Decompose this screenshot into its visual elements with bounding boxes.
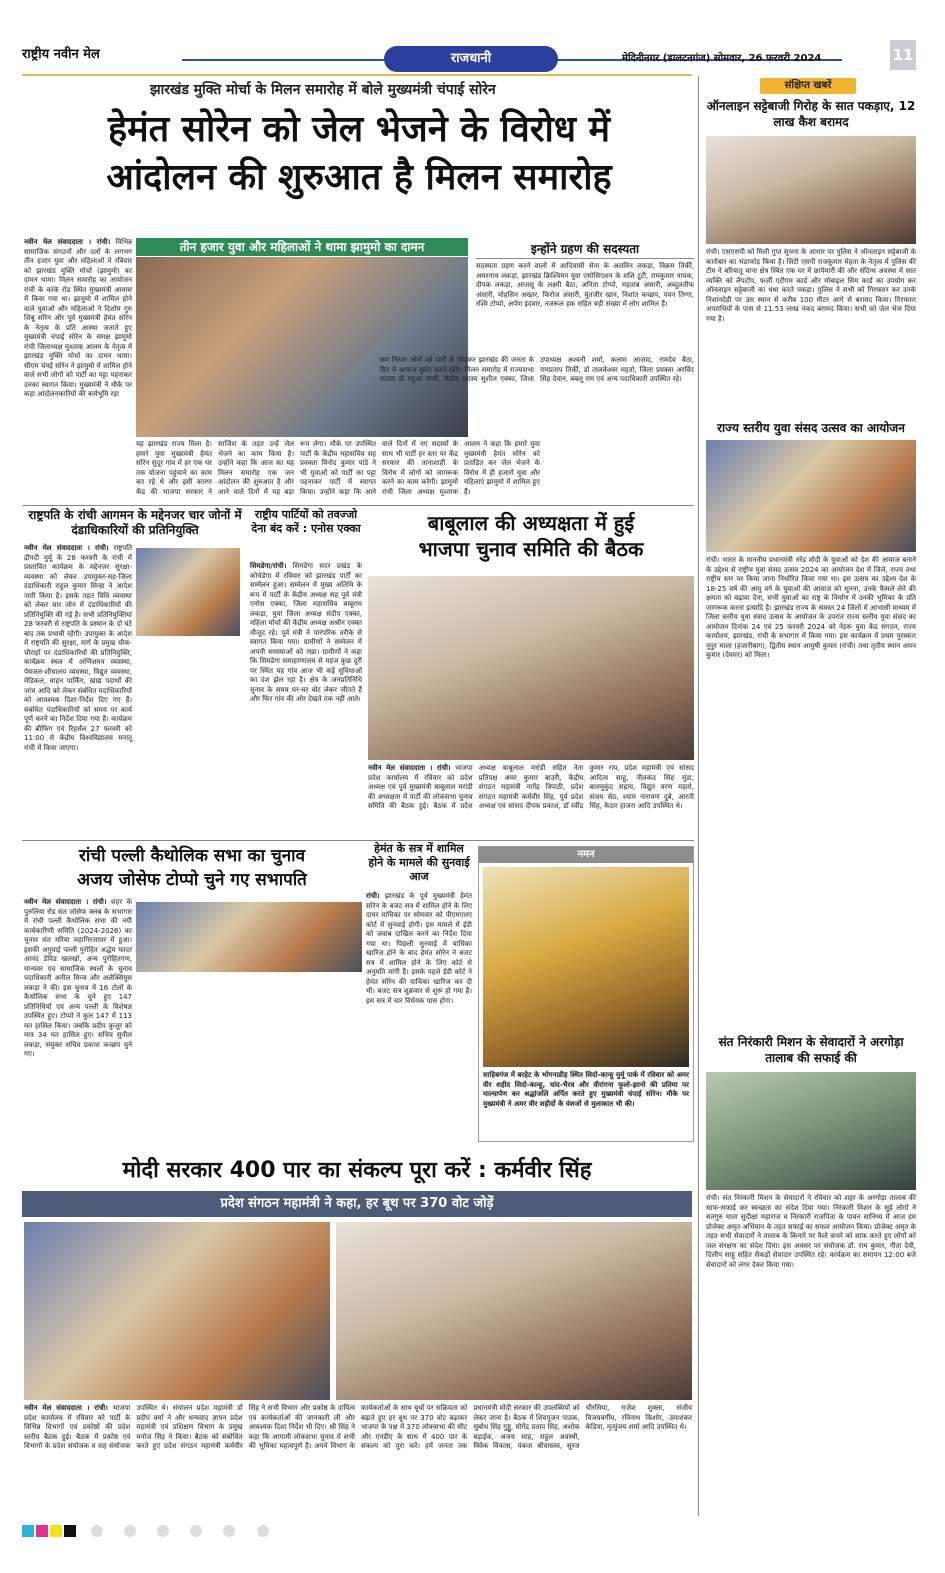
lead-side-list: सदस्यता ग्रहण करने वालों में आदिवासी सेना के अलविन लकड़ा, विक्रम तिर्की, अमरनाथ लकड़ा, झारखंड क्रिश्चियन युवा एसोसिएशन के शशि टूटी, रामकुमार नायक, दीपक लकड़ा, आजसू के लक्ष्मी बैठा, अनिता टोप्पो, महताब अंसारी, अब्दुलतीफ अंसारी, मोहसिन अख्तर, फिरोज अंसारी, मुंतजीर खान, निशांत कच्छप, पवन तिग्गा, रश्मि टोप्पो, अर्पण इंदवार, नजरूल हक सहित बड़ी संख्या में लोग शामिल हैं। [476,262,694,308]
catholic-photo [136,902,362,972]
registration-mark [257,1525,269,1537]
modi-dateline: नवीन मेल संवाददाता । रांची। [24,1404,108,1412]
catholic-headline [24,844,360,892]
modi-headline: मोदी सरकार 400 पार का संकल्प पूरा करें : कर्मवीर सिंह [122,1158,592,1183]
nos-body [250,562,362,836]
naman-label: नमन [479,847,693,863]
nos-dateline: सिमडेगा/रांची। [250,562,287,570]
black-swatch [64,1525,76,1537]
registration-mark [190,1525,202,1537]
court-dateline: रांची। [366,892,380,900]
nos-headline: राष्ट्रीय पार्टियों को तवज्जो देना बंद करें : एनोस एक्का [251,508,361,535]
cyan-swatch [22,1525,34,1537]
paper-name: राष्ट्रीय नवीन मेल [22,47,100,62]
babulal-headline [368,510,694,562]
section-label: राजधानी [384,46,558,72]
catholic-dateline: नवीन मेल संवाददाता । रांची। [24,898,107,906]
lead-col4: सम निरंतर लोगों को पार्टी से जोड़कर झारखंड की जनता के हित में आवाज बुलंद करते रहेंगे। मिलन समारोह में राज्यसभा सदस्य डॉ महुआ माजी, केंद्रीय सदस्य सुशील एक्का, जिला उपाध्यक्ष अश्वनी शर्मा, कलाम आजाद, रामदेव बैठा, रामप्रताप तिर्की, डॉ तालकेश्वर महतो, जिला प्रवक्ता अरविंद सिंह देवान, बबलू राम एवं अन्य पदाधिकारी उपस्थित रहे। [380,356,694,383]
date-line: मेदिनीनगर (डालटनगंज) सोमवार, 26 फरवरी 2024 [622,53,822,64]
lead-headline [24,106,694,202]
lead-col1-text: विभिन्न सामाजिक संगठनों और दलों के लगभग तीन हजार युवा और महिलाओं ने रविवार को झारखंड मुक्ति मोर्चा (झामुमो) का दामन थामा। मिलन समारोह का आयोजन रांची के कांके रोड स्थित मुख्यमंत्री आवास में किया गया था। झामुमो में शामिल होने वाले युवाओं और महिलाओं ने दिशोम गुरु शिबू सोरेन और पूर्व मुख्यमंत्री हेमंत सोरेन के नेतृत्व के प्रति आस्था जताते हुए मुख्यमंत्री चंपाई सोरेन के समक्ष झामुमो रांची जिलाध्यक्ष मुश्ताक आलम के नेतृत्व में झारखंड मुक्ति मोर्चा का दामन थामा। सीएम चंपई सोरेन ने झामुमो में शामिल होने वाले सभी लोगों को पार्टी का पट्टा पहनाकर उनका स्वागत किया। मुख्यमंत्री ने मौके पर कहा आंदोलनकारियों की कर्मभूमि रहा [24,238,132,398]
president-headline: राष्ट्रपति के रांची आगमन के मद्देनजर चार जोनों में दंडाधिकारियों की प्रतिनियुक्ति [28,508,242,537]
registration-mark [223,1525,235,1537]
registration-mark [157,1525,169,1537]
catholic-text: शहर के पुरुलिया रोड संत जोसेफ क्लब के सभागार में रांची पल्ली कैथोलिक सभा की नयी कार्यकारिणी समिति (2024-2026) का चुनाव संत मरिया महागिरजाघर में हुआ। इसकी अगुवाई पल्ली पुरोहित अद्धेय फादर आनंद डेविड खलखो, अन्य पुरोहितगण, मान्यवर एवं सामाजिक स्थलों के चुनाव पदाधिकारी अनील मिन्ज और अलेक्सियुस लकड़ा ने की। इस चुनाव में 16 टोलों के कैथोलिक सभा के चुने हुए 147 प्रतिनिधियों एवं अन्य पल्ली के विशेषज्ञ उपस्थित हुए। टोप्पो ने कुल 147 में 113 मत हासिल किया। जबकि प्रदीप कुजूर को मात्र 34 मत हासिल हुए। सचिव सुनील लकड़ा, संयुक्त सचिव प्रकाश कच्छप चुने गए। [24,898,132,1058]
briefs-label: संक्षिप्त खबरें [760,78,856,94]
president-dateline: नवीन मेल संवाददाता । रांची। [24,544,109,552]
catholic-headline-line2: अजय जोसेफ टोप्पो चुने गए सभापति [77,870,307,890]
lead-headline-line2: आंदोलन की शुरुआत है मिलन समारोह [106,157,612,198]
nos-text: सिमडेगा सदर प्रखंड के कोचेडेगा में रविवार को झारखंड पार्टी का सम्मेलन हुआ। सम्मेलन में मुख्य अतिथि के रूप में पार्टी के केंद्रीय अध्यक्ष सह पूर्व मंत्री एनोस एक्का, जिला महासचिव बाबूराम लकड़ा, युवा जिला अध्यक्ष संदीप एक्का, महिला मोर्चा की केंद्रीय अध्यक्ष अश्रीन एक्का मौजूद रहे। पूर्व मंत्री ने पारंपरिक तरीके से स्वागत किया गया। ग्रामीणों ने सम्मेलन में अपनी समस्याओं को रखा। ग्रामीणों ने कहा कि सिमडेगा समाहरणालय से महज कुछ दूरी पर स्थित यह गांव आज भी कई सुविधाओं का दंश झेल रहा है। क्षेत्र के जनप्रतिनिधि चुनाव के समय घर-घर वोट लेकर जीतते हैं और फिर गांव की ओर देखते तक नहीं आते। [250,562,362,703]
lead-col1 [24,238,132,500]
catholic-cols [136,976,362,1144]
modi-band: प्रदेश संगठन महामंत्री ने कहा, हर बूथ पर 370 वोट जोड़ें [22,1191,692,1217]
lead-headline-line1: हेमंत सोरेन को जेल भेजने के विरोध में [107,109,611,150]
catholic-col1 [24,898,132,1144]
modi-photo-1 [24,1222,330,1400]
babulal-headline-line2: भाजपा चुनाव समिति की बैठक [418,537,644,561]
babulal-dateline: नवीन मेल संवाददाता । रांची। [368,764,451,772]
magenta-swatch [36,1525,48,1537]
president-text: राष्ट्रपति द्रौपदी मुर्मू के 28 फरवरी के रांची में प्रस्तावित कार्यक्रम के मद्देनजर सुरक्षा-व्यवस्था को लेकर उपायुक्त-सह-जिला दंडाधिकारी राहुल कुमार सिन्हा ने आदेश जारी किया है। इसके तहत विधि व्यवस्था को लेकर चार जोन में दंडाधिकारियों की प्रतिनियुक्ति की गई है। सभी प्रतिनियुक्तियां 28 फरवरी से राष्ट्रपति के प्रस्थान के दो घंटे बाद तक प्रभावी रहेंगी। उपायुक्त के आदेश में राष्ट्रपति की सुरक्षा, मार्ग के प्रमुख चौक-चौराहों पर दंडाधिकारियों की प्रतिनियुक्ति, कार्यक्रम स्थल में अग्निशमन व्यवस्था, पेयजल-शौचालय व्यवस्था, विद्युत व्यवस्था, मेडिकल, वाहन पार्किंग, खाद्य पदार्थों की जांच आदि को लेकर संबंधित पदाधिकारियों को आवश्यक दिशा-निर्देश दिए गए हैं। संबंधित पदाधिकारियों को समय पर कार्य पूर्ण करने का निर्देश दिया गया है। कार्यक्रम की ब्रीफिंग एवं रिहर्सल 27 फरवरी को 11:00 से केंद्रीय विश्वविद्यालय मनातू रांची में किया जाएगा। [24,544,132,752]
brief3-text: रांची। संत निरंकारी मिशन के सेवादारों ने रविवार को शहर के अरगोड़ा तालाब की साफ-सफाई कर स्वच्छता का संदेश दिया गया। निरंकारी मिशन के सुहे लोगों ने सतगुरु माता सुदीक्षा महाराज व निरंकारी राजपिता के पावन सानिध्य में आज हम प्रोजेक्ट अमृत अभियान के तहत सफाई का सफल आयोजन किया। प्रोजेक्ट अमृत के तहत सभी सेवादारों ने तालाब के किनारे पर फैले कचरे को साफ करते हुए लोगों को जल संरक्षण का संदेश दिया। इस अवसर पर संयोजक डॉ. राम कुमार, गीता देवी, दिलीप साहू सहित सैकड़ों सेवादार उपस्थित रहे। कार्यक्रम का समापन 12:00 बजे सेवादारों को लंगर देकर किया गया। [706,1194,916,1269]
lead-bottom-rule [22,505,694,506]
side-subhead-rule [476,258,694,259]
footer-registration-bar [22,1522,922,1534]
babulal-body [368,764,694,836]
brief1-photo [706,136,916,244]
naman-caption: साहिबगंज में बरहेट के भोगनाडीह स्थित सिदो-कान्हू मुर्मू पार्क में रविवार को अमर वीर शहीद सिदो-कान्हू, चांद-भैरव और वीरांगना फूलो-झानो की प्रतिमा पर माल्यार्पण कर श्रद्धांजलि अर्पित करते हुए मुख्यमंत्री चंपाई सोरेन। मौके पर मुख्यमंत्री ने अमर वीर शहीदों के वंशजों से मुलाकात भी की। [483,1071,689,1108]
modi-text: भाजपा प्रदेश कार्यालय में रविवार को पार्टी के विभिन्न विभागों एवं प्रकोष्ठों की प्रदेश स्तरीय बैठक हुई। बैठक में प्रकोष्ठ एवं विभागों के प्रदेश संयोजक व सह संयोजक उपस्थित थे। संचालन प्रदेश महामंत्री डॉ प्रदीप वर्मा ने और धन्यवाद ज्ञापन प्रदेश महामंत्री एवं प्रशिक्षण विभाग के प्रमुख मनोज सिंह ने किया। बैठक को संबोधित करते हुए प्रदेश संगठन महामंत्री कर्मवीर सिंह ने सभी विभाग और प्रकोष्ठ के दायित्व एवं कार्यकर्ताओं की जानकारी ली और आवश्यक दिशा निर्देश भी दिए। श्री सिंह ने कहा कि आगामी लोकसभा चुनाव में सभी की भूमिका महत्वपूर्ण है। अपने विभाग के कार्यकर्ताओं के साथ बूथों पर सक्रियता को बढ़ाते हुए हर बूथ पर 370 वोट बढ़ाकर भाजपा के पक्ष में 370 लोकसभा की सीट और एनडीए के साथ में 400 पार के संकल्प को पूरा करें। हमें जनता तक प्रधानमंत्री मोदी सरकार की उपलब्धियों को लेकर जाना है। बैठक में शिवपूजन पाठक, सुबोध सिंह गुड्डू, योगेंद्र प्रताप सिंह, अशोक बड़ाईक, अजय साह, राहुल अवस्थी, विवेक विकास, पंकज श्रीवास्तव, सुरज चौरसिया, राजेश शुक्ला, संजीव विजयवर्गीय, रविनाथ किशोर, उमाशंकर केडिया, मृत्युंजय शर्मा आदि उपस्थित थे। [24,1404,692,1450]
lead-side-subhead: इन्होंने ग्रहण की सदस्यता [530,242,640,256]
brief3-photo [706,1072,916,1190]
page-number: 11 [890,40,916,70]
babulal-text: भाजपा प्रदेश कार्यालय में रविवार को प्रदेश अध्यक्ष एवं पूर्व मुख्यमंत्री बाबूलाल मरांडी की अध्यक्षता में पार्टी की लोकसभा चुनाव समिति की बैठक हुई। बैठक में प्रदेश अध्यक्ष बाबूलाल मरांडी सहित नेता प्रतिपक्ष अमर कुमार बाउरी, केंद्रीय संगठन महामंत्री नागेंद्र त्रिपाठी, प्रदेश संगठन महामंत्री कर्मवीर सिंह, पूर्व प्रदेश अध्यक्ष एवं सांसद दीपक प्रकाश, डॉ रवींद्र कुमार राय, प्रदेश महामंत्री एवं सांसद आदित्य साहू, नीलकंठ सिंह मुंडा, बालमुकुंद सहाय, विद्युत वरण महतो, संजय सेठ, श्याम नारायण दुबे, आरती सिंह, केदार हाजरा आदि उपस्थित थे। [368,764,694,810]
brief3-headline: संत निरंकारी मिशन के सेवादारों ने अरगोड़ा तालाब की सफाई की [718,1035,904,1065]
catholic-headline-line1: रांची पल्ली कैथोलिक सभा का चुनाव [78,846,306,866]
naman-photo [483,867,689,1067]
babulal-headline-line1: बाबूलाल की अध्यक्षता में हुई [427,511,635,535]
column-divider [698,76,699,1516]
lead-kicker: झारखंड मुक्ति मोर्चा के मिलन समारोह में बोले मुख्यमंत्री चंपाई सोरेन [150,82,496,98]
court-text: झारखंड के पूर्व मुख्यमंत्री हेमंत सोरेन के बजट सत्र में शामिल होने के लिए दायर याचिका पर सोमवार को पीएमएलए कोर्ट में सुनवाई होगी। इस मामले में ईडी को जवाब दाखिल करने का निर्देश दिया गया था। पिछली सुनवाई में याचिका खारिज होने के बाद हेमंत सोरेन ने बजट सत्र में शामिल होने के लिए कोर्ट से अनुमति मांगी है। इसके पहले ईडी कोर्ट ने हेमंत सोरेन की याचिका खारिज कर दी थी। बजट सत्र शुक्रवार से शुरू हो गया है। इस सत्र में चार विधेयक पास होगा। [366,892,472,1005]
president-col1 [24,544,132,836]
brief2-text: रांची। भारत के माननीय प्रधानमंत्री नरेंद्र मोदी के युवाओं को देश की आवाज बनाने के उद्देश्य से राष्ट्रीय युवा संसद उत्सव 2024 का आयोजन देश में जिले, राज्य तथा राष्ट्रीय स्तर पर किया जाना निर्धारित किया गया था। इस उत्सव का उद्देश्य देश के 18-25 वर्ष की आयु वर्ग के युवाओं की आवाज को सुनना, उनके फैसले लेने की क्षमता को बढ़ावा देना, सभी युवाओं का राष्ट्र के निर्माण में उनकी भूमिका के प्रति जागरूक करना इत्यादि है। झारखंड राज्य के समस्त 24 जिलों में आभासी माध्यम में जिला स्तरीय युवा संसद उत्सव के आयोजन के उपरांत राज्य स्तरीय युवा संसद का आयोजन दिनांक 24 एवं 25 फरवरी 2024 को नेहरू युवा केंद्र संगठन, राज्य कार्यालय, झारखंड, रांची के सभागार में किया गया। इस कार्यक्रम में प्रथम पुरस्कार नूपुर माला (हजारीबाग), द्वितीय स्थान आयुषी कुमार (रांची) तथा तृतीय स्थान अमन कुमार (देवघर) को मिला। [706,556,916,659]
brief2-photo [706,440,916,552]
lead-dateline: नवीन मेल संवाददाता । रांची। [24,238,111,246]
registration-mark [124,1525,136,1537]
president-photo [136,548,240,636]
lead-col3: यह झारखंड राज्य मिला है। हमारे युवा मुख्यमंत्री हेमंत सोरेन सुदूर गांव में हर एक घर तक योजना पहुंचाने का काम कर रहे थे और इसी कारण केंद्र की भाजपा सरकार ने साजिश के तहत उन्हें जेल भेजने का काम किया है। उन्होंने कहा कि आज का यह मिलन समारोह एक जन आंदोलन की शुरुआत है और आने वाले दिनों में यह बड़ा रूप लेगा। मौके पर उपस्थित पार्टी के केंद्रीय महासचिव सह प्रवक्ता विनोद कुमार पांडे ने भी युवाओं को पार्टी का पट्टा पहनाकर पार्टी में स्वागत किया। उन्होंने कहा कि आने वाले दिनों में नए सदस्यों के साथ भी पार्टी हर स्तर पर केंद्र सरकार की तानाशाही के विरोध में लोगों को जागरूक करने का काम करेगी। झामुमो रांची जिला अध्यक्ष मुश्ताक आलम ने कहा कि हमारे युवा मुख्यमंत्री हेमंत सोरेन को प्रताड़ित कर जेल भेजने के विरोध में ही हजारों युवा और महिलाएं झामुमो में शामिल हुए हैं। [136,440,540,496]
modi-photo-2 [336,1222,692,1400]
modi-body [24,1404,692,1516]
registration-mark [91,1525,103,1537]
masthead [22,40,922,72]
masthead-bottom-rule [22,74,692,76]
lead-photo-band: तीन हजार युवा और महिलाओं ने थामा झामुमो का दामन [136,238,468,256]
brief1-text: रांची। एसएसपी को मिली गुप्त सूचना के आधार पर पुलिस ने ऑनलाइन सट्टेबाजी के कारोबार का भंडाफोड़ किया है। सिटी एसपी राजकुमार मेहता के नेतृत्व में पुलिस की टीम ने बरियातू थाना क्षेत्र स्थित एक घर में छापेमारी की और संदिग्ध अवस्था में सात व्यक्ति को लैपटॉप, फर्जी एटीएम कार्ड और मोबाइल सिम कार्ड का उपयोग कर ऑनलाइन सट्टेबाजी का धंधा करते पकड़ा। पुलिस ने सभी को गिरफ्तार कर उनके निशानदेही पर उस स्थान से करीब 100 मीटर आगे से बरामद किया। गिरफ्तार अपराधियों के पास से 11.53 लाख नकद बरामद किया। सभी को जेल भेज दिया गया है। [706,248,916,323]
court-headline: हेमंत के सत्र में शामिल होने के मामले की सुनवाई आज [368,842,470,883]
brief1-headline: ऑनलाइन सट्टेबाजी गिरोह के सात पकड़ाए, 12 लाख कैश बरामद [706,99,916,129]
brief2-headline: राज्य स्तरीय युवा संसद उत्सव का आयोजन [717,421,905,435]
mid-rule [22,840,694,841]
court-body [366,892,472,1144]
yellow-swatch [50,1525,62,1537]
president-col2 [136,640,246,836]
babulal-photo [368,576,694,760]
naman-box [478,846,694,1142]
